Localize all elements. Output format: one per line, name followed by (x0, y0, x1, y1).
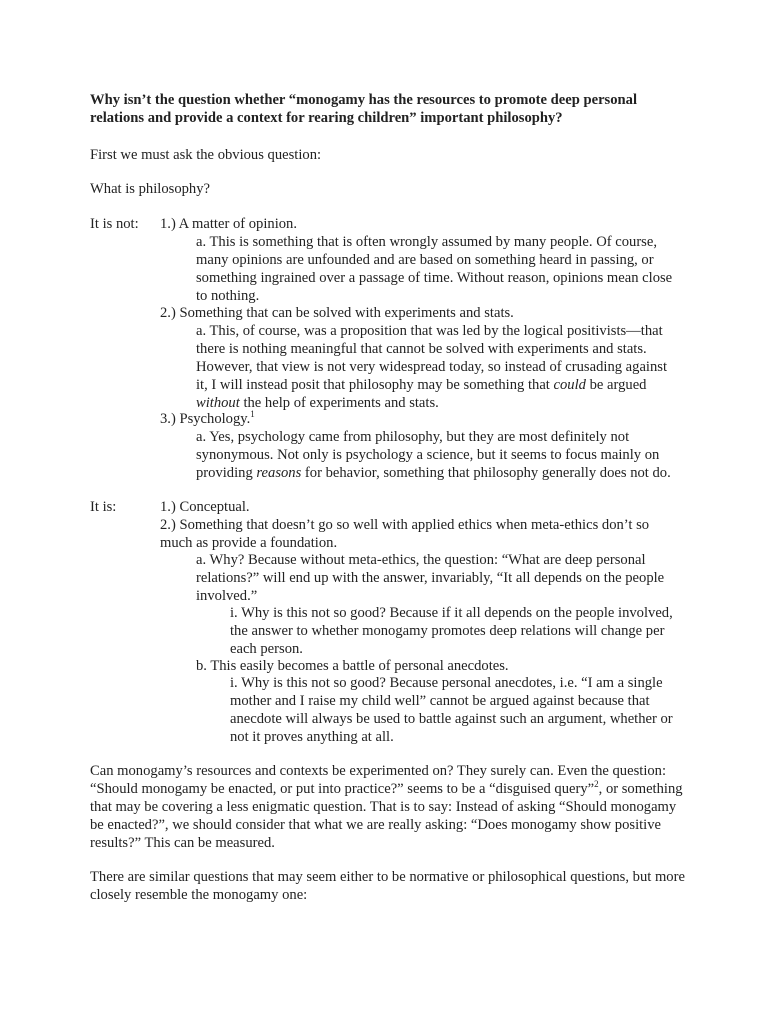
not-item-2-sub-text-2: be argued (585, 377, 647, 393)
footnote-1-marker: 1 (250, 409, 255, 419)
body-paragraph-1-text-1: Can monogamy’s resources and contexts be experimented on? They surely can. Even the question: “Should monogamy be enacted, or put into practice?” seems to be a “disguised query” (90, 763, 667, 797)
not-item-3-sub (196, 428, 682, 482)
body-paragraph-1-text-2: , or something that may be covering a less enigmatic question. That is to say: Instead of asking “Should monogamy be enacted?”, we should consider that what we are really asking: “Does monogamy show positive results?” This can be measured. (90, 781, 683, 851)
is-item-2-sub-b-i: i. Why is this not so good? Because personal anecdotes, i.e. “I am a single mother and I raise my child well” cannot be argued against because that anecdote will always be used to battle against such an argument, whether or not it proves anything at all. (230, 675, 673, 745)
not-item-1-label: 1.) A matter of opinion. (160, 216, 298, 232)
not-item-2-sub-text-3: the help of experiments and stats. (239, 395, 439, 411)
not-item-2-sub (196, 322, 682, 412)
document-title: Why isn’t the question whether “monogamy has the resources to promote deep personal relations and provide a context for rearing children” important philosophy? (90, 92, 637, 126)
not-item-3-label-text: 3.) Psychology. (160, 411, 251, 427)
footnote-2-marker: 2 (594, 779, 599, 789)
not-item-3-label (160, 410, 680, 428)
is-item-1-label: 1.) Conceptual. (160, 499, 250, 515)
intro-text: First we must ask the obvious question: (90, 147, 322, 163)
body-paragraph-1 (90, 762, 690, 852)
it-is-label: It is: (90, 499, 117, 515)
not-item-2-label: 2.) Something that can be solved with experiments and stats. (160, 305, 514, 321)
not-item-1-sub: a. This is something that is often wrongly assumed by many people. Of course, many opinions are unfounded and are based on something heard in passing, or something ingrained over a passage of time. Without reason, opinions mean close to nothing. (196, 234, 673, 304)
is-item-2-sub-a-i: i. Why is this not so good? Because if it all depends on the people involved, the answer to whether monogamy promotes deep relations will change per each person. (230, 605, 673, 657)
it-is-not-label: It is not: (90, 216, 139, 232)
not-item-3-sub-text-1: a. Yes, psychology came from philosophy, but they are most definitely not synonymous. Not only is psychology a science, but it seems to focus mainly on providing (196, 429, 660, 481)
not-item-3-sub-em: reasons (256, 465, 302, 481)
not-item-2-sub-em-1: could (553, 377, 586, 393)
not-item-2-sub-em-2: without (196, 395, 240, 411)
not-item-3-sub-text-2: for behavior, something that philosophy generally does not do. (301, 465, 671, 481)
not-item-2-sub-text-1: a. This, of course, was a proposition that was led by the logical positivists—that there is nothing meaningful that cannot be solved with experiments and stats. However, that view is not very widespread today, so instead of crusading against it, I will instead posit that philosophy may be something that (196, 323, 668, 393)
body-paragraph-2: There are similar questions that may seem either to be normative or philosophical questions, but more closely resemble the monogamy one: (90, 869, 685, 903)
question-text: What is philosophy? (90, 181, 210, 197)
is-item-2-sub-b: b. This easily becomes a battle of personal anecdotes. (196, 658, 509, 674)
is-item-2-label: 2.) Something that doesn’t go so well with applied ethics when meta-ethics don’t so much as provide a foundation. (160, 517, 650, 551)
is-item-2-sub-a: a. Why? Because without meta-ethics, the question: “What are deep personal relations?” will end up with the answer, invariably, “It all depends on the people involved.” (196, 552, 665, 604)
